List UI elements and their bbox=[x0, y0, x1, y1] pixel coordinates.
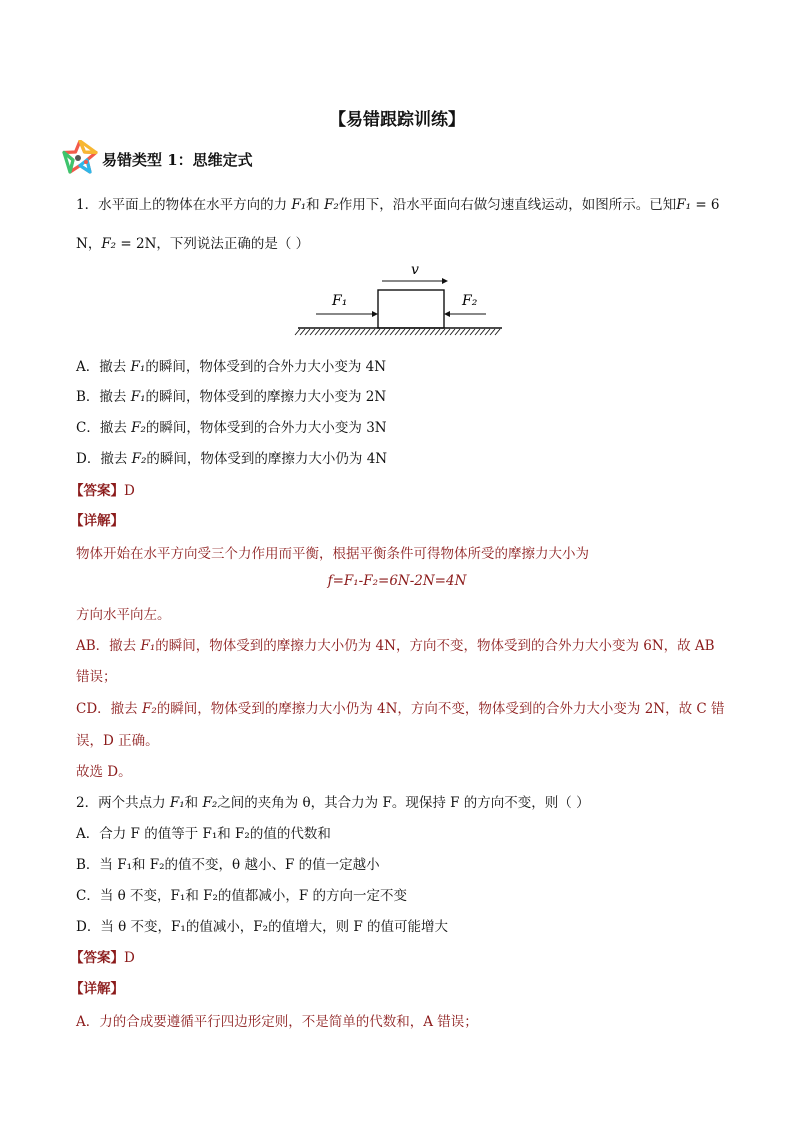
hatch-mark bbox=[430, 329, 435, 335]
hatch-mark bbox=[460, 329, 465, 335]
hatch-mark bbox=[325, 329, 330, 335]
q2-option-d: D．当 θ 不变，F₁的值减小，F₂的值增大，则 F 的值可能增大 bbox=[76, 919, 449, 935]
q1-detail-5: 故选 D。 bbox=[76, 764, 132, 780]
hatch-mark bbox=[405, 329, 410, 335]
hatch-mark bbox=[320, 329, 325, 335]
q2-answer: 【答案】D bbox=[70, 950, 135, 966]
hatch-mark bbox=[385, 329, 390, 335]
hatch-mark bbox=[315, 329, 320, 335]
page-title: 【易错跟踪训练】 bbox=[329, 110, 465, 130]
q2-detail-1: A．力的合成要遵循平行四边形定则，不是简单的代数和，A 错误； bbox=[76, 1014, 478, 1030]
q1-detail-tag: 【详解】 bbox=[70, 513, 124, 529]
q1-detail-1: 物体开始在水平方向受三个力作用而平衡，根据平衡条件可得物体所受的摩擦力大小为 bbox=[76, 546, 589, 562]
q2-detail-tag: 【详解】 bbox=[70, 981, 124, 997]
hatch-mark bbox=[305, 329, 310, 335]
hatch-mark bbox=[355, 329, 360, 335]
hatch-mark bbox=[470, 329, 475, 335]
hatch-mark bbox=[415, 329, 420, 335]
q1-answer: 【答案】D bbox=[70, 483, 135, 499]
section-label: 易错类型 1：思维定式 bbox=[102, 151, 253, 169]
hatch-mark bbox=[340, 329, 345, 335]
hatch-mark bbox=[420, 329, 425, 335]
q1-detail-4: CD．撤去 F₂的瞬间，物体受到的摩擦力大小仍为 4N，方向不变，物体受到的合外力大小变为 2N，故 C 错 bbox=[76, 701, 725, 717]
hatch-mark bbox=[395, 329, 400, 335]
q1-stem-line-2: N，F₂ = 2N，下列说法正确的是（ ） bbox=[76, 236, 310, 252]
hatch-mark bbox=[490, 329, 495, 335]
f1-label: F₁ bbox=[332, 293, 348, 309]
hatch-mark bbox=[370, 329, 375, 335]
q2-option-b: B．当 F₁和 F₂的值不变，θ 越小、F 的值一定越小 bbox=[76, 857, 380, 873]
hatch-mark bbox=[450, 329, 455, 335]
q1-detail-2: 方向水平向左。 bbox=[76, 607, 171, 623]
hatch-mark bbox=[440, 329, 445, 335]
q1-stem-line-1: 1．水平面上的物体在水平方向的力 F₁和 F₂作用下，沿水平面向右做匀速直线运动，如图所示。已知F₁ = 6 bbox=[76, 197, 720, 213]
q2-stem: 2．两个共点力 F₁和 F₂之间的夹角为 θ，其合力为 F。现保持 F 的方向不变，则（ ） bbox=[76, 795, 590, 811]
f2-label: F₂ bbox=[462, 293, 478, 309]
q1-option-a: A．撤去 F₁的瞬间，物体受到的合外力大小变为 4N bbox=[76, 359, 387, 375]
hatch-mark bbox=[360, 329, 365, 335]
force-diagram bbox=[290, 258, 510, 342]
star-icon bbox=[62, 140, 98, 174]
q1-detail-4-cont: 误，D 正确。 bbox=[76, 733, 159, 749]
hatch-mark bbox=[465, 329, 470, 335]
hatch-mark bbox=[480, 329, 485, 335]
ground-hatch bbox=[295, 329, 500, 335]
hatch-mark bbox=[455, 329, 460, 335]
hatch-mark bbox=[425, 329, 430, 335]
hatch-mark bbox=[350, 329, 355, 335]
hatch-mark bbox=[345, 329, 350, 335]
velocity-label: v bbox=[411, 262, 419, 278]
hatch-mark bbox=[380, 329, 385, 335]
q1-detail-3: AB．撤去 F₁的瞬间，物体受到的摩擦力大小仍为 4N，方向不变，物体受到的合外力大小变为 6N，故 AB bbox=[76, 638, 715, 654]
hatch-mark bbox=[485, 329, 490, 335]
hatch-mark bbox=[390, 329, 395, 335]
hatch-mark bbox=[300, 329, 305, 335]
hatch-mark bbox=[410, 329, 415, 335]
hatch-mark bbox=[335, 329, 340, 335]
hatch-mark bbox=[375, 329, 380, 335]
hatch-mark bbox=[330, 329, 335, 335]
q1-option-c: C．撤去 F₂的瞬间，物体受到的合外力大小变为 3N bbox=[76, 420, 387, 436]
hatch-mark bbox=[310, 329, 315, 335]
hatch-mark bbox=[365, 329, 370, 335]
q1-detail-3-cont: 错误； bbox=[76, 669, 117, 685]
hatch-mark bbox=[445, 329, 450, 335]
hatch-mark bbox=[295, 329, 300, 335]
q2-option-c: C．当 θ 不变，F₁和 F₂的值都减小，F 的方向一定不变 bbox=[76, 888, 408, 904]
q1-formula: f=F₁-F₂=6N-2N=4N bbox=[327, 573, 467, 589]
q2-option-a: A．合力 F 的值等于 F₁和 F₂的值的代数和 bbox=[76, 826, 331, 842]
hatch-mark bbox=[400, 329, 405, 335]
hatch-mark bbox=[475, 329, 480, 335]
q1-option-b: B．撤去 F₁的瞬间，物体受到的摩擦力大小变为 2N bbox=[76, 389, 387, 405]
q1-option-d: D．撤去 F₂的瞬间，物体受到的摩擦力大小仍为 4N bbox=[76, 451, 388, 467]
hatch-mark bbox=[495, 329, 500, 335]
block bbox=[378, 290, 444, 328]
hatch-mark bbox=[435, 329, 440, 335]
